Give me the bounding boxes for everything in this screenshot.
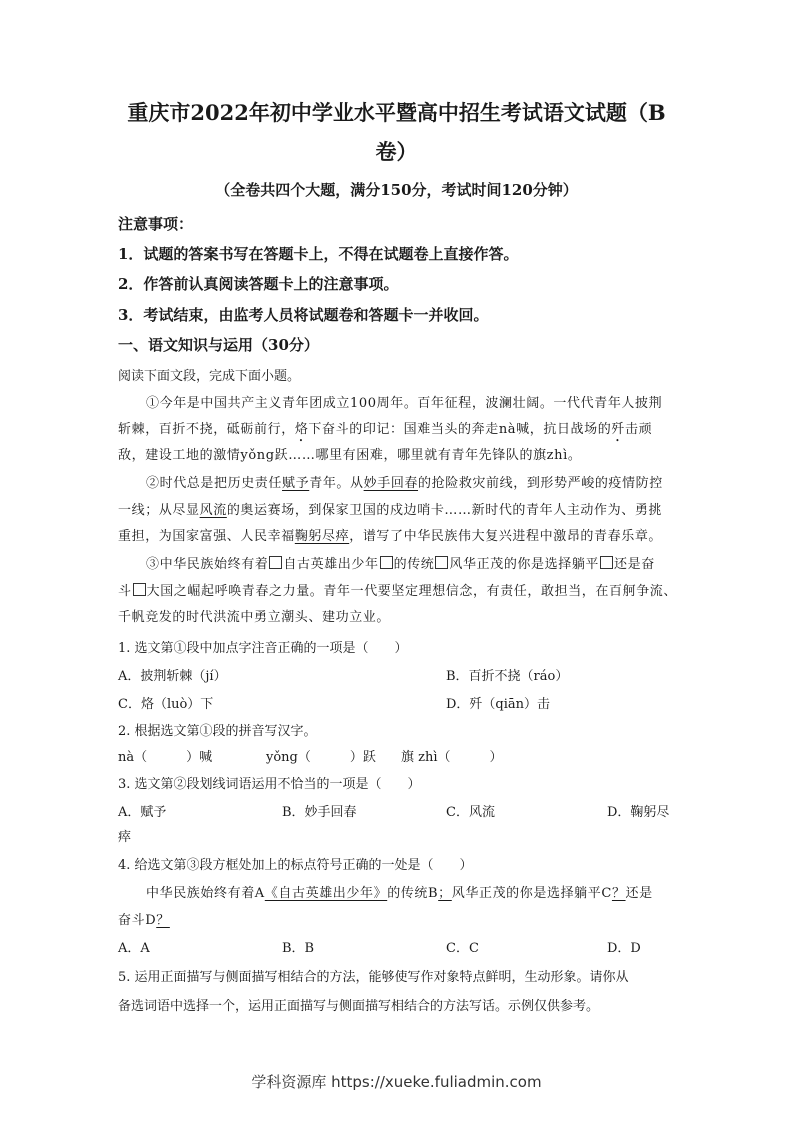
passage-line xyxy=(118,421,652,445)
option-d-continued: 瘁 xyxy=(118,830,132,845)
passage-line: ①今年是中国共产主义青年团成立100周年。百年征程，波澜壮阔。一代代青年人披荆 xyxy=(146,396,663,411)
question-stem: 5. 运用正面描写与侧面描写相结合的方法，能够使写作对象特点鲜明，生动形象。请你从 xyxy=(118,970,629,985)
passage-line xyxy=(118,502,662,520)
text-span: 风华正茂的你是选择躺平C xyxy=(451,886,612,901)
text-span: 下奋斗的印记：国难当头的奔走nà喊，抗日战场的 xyxy=(308,422,612,437)
option-d: D．歼（qiān）击 xyxy=(446,697,551,712)
pinyin-blank: nà（ ）喊 xyxy=(118,750,213,765)
underlined-mark: ？ xyxy=(611,886,626,901)
reading-intro: 阅读下面文段，完成下面小题。 xyxy=(118,369,301,384)
notice-item: 3．考试结束，由监考人员将试题卷和答题卡一并收回。 xyxy=(118,306,489,324)
text-span: 重担，为国家富强、人民幸福 xyxy=(118,529,295,544)
underlined-word: 妙手回春 xyxy=(363,476,419,491)
option-d: D．D xyxy=(607,941,641,956)
text-span: 大国之崛起呼唤青春之力量。青年一代要坚定理想信念，有责任，敢担当，在百舸争流、 xyxy=(146,584,678,599)
text-span: 的奥运赛场，到保家卫国的戍边哨卡……新时代的青年人主动作为、勇挑 xyxy=(226,503,663,518)
text-span: 还是奋 xyxy=(614,557,655,572)
blank-box xyxy=(133,583,146,596)
option-a: A．赋予 xyxy=(118,805,167,820)
notice-item: 1．试题的答案书写在答题卡上，不得在试题卷上直接作答。 xyxy=(118,245,519,263)
question-stem: 1. 选文第①段中加点字注音正确的一项是（ ） xyxy=(118,641,408,656)
punctuation-line xyxy=(146,885,653,903)
passage-line xyxy=(118,583,677,601)
underlined-mark: ； xyxy=(438,886,452,901)
question-stem: 2. 根据选文第①段的拼音写汉字。 xyxy=(118,724,317,739)
passage-line: 千帆竞发的时代洪流中勇立潮头、建功立业。 xyxy=(118,610,391,625)
underlined-word: 赋予 xyxy=(282,476,310,491)
text-span: 斩棘，百折不挠，砥砺前行， xyxy=(118,422,295,437)
passage-line xyxy=(146,556,655,574)
text-span: 击顽 xyxy=(624,422,653,437)
blank-box xyxy=(269,556,282,569)
underlined-mark: 《自古英雄出少年》 xyxy=(264,886,388,901)
question-stem-continued: 备选词语中选择一个，运用正面描写与侧面描写相结合的方法写话。示例仅供参考。 xyxy=(118,999,600,1014)
text-span: ，谱写了中华民族伟大复兴进程中激昂的青春乐章。 xyxy=(349,529,663,544)
option-c: C．C xyxy=(446,941,479,956)
exam-subtitle: （全卷共四个大题，满分150分，考试时间120分钟） xyxy=(215,181,578,199)
dotted-char: 烙 xyxy=(294,422,309,437)
blank-box xyxy=(435,556,448,569)
passage-line: 敌，建设工地的激情yǒng跃……哪里有困难，哪里就有青年先锋队的旗zhì。 xyxy=(118,448,582,463)
passage-line xyxy=(146,475,663,493)
exam-title-line1: 重庆市2022年初中学业水平暨高中招生考试语文试题（B xyxy=(127,100,666,125)
text-span: 一线；从尽显 xyxy=(118,503,200,518)
text-span: ③中华民族始终有着 xyxy=(146,557,269,572)
notice-heading: 注意事项： xyxy=(118,215,194,233)
dotted-char: 歼 xyxy=(611,422,625,437)
option-b: B．妙手回春 xyxy=(282,805,357,820)
section1-heading: 一、语文知识与运用（30分） xyxy=(118,336,319,354)
text-span: 风华正茂的你是选择躺平 xyxy=(449,557,600,572)
text-span: 还是 xyxy=(625,886,653,901)
blank-box xyxy=(380,556,393,569)
text-span: 自古英雄出少年 xyxy=(283,557,379,572)
option-d: D．鞠躬尽 xyxy=(607,805,670,820)
option-b: B．百折不挠（ráo） xyxy=(446,669,569,684)
notice-item: 2．作答前认真阅读答题卡上的注意事项。 xyxy=(118,275,399,293)
underlined-word: 风流 xyxy=(199,503,227,518)
pinyin-blank: 旗 zhì（ ） xyxy=(401,750,503,765)
text-span: 的抢险救灾前线，到形势严峻的疫情防控 xyxy=(418,476,663,491)
text-span: 奋斗D xyxy=(118,913,157,928)
question-stem: 3. 选文第②段划线词语运用不恰当的一项是（ ） xyxy=(118,777,421,792)
option-a: A．A xyxy=(118,941,150,956)
pinyin-blank: yǒng（ ）跃 xyxy=(266,750,376,765)
blank-box xyxy=(600,556,613,569)
text-span: 的传统 xyxy=(393,557,435,572)
underlined-mark: ？ xyxy=(156,913,170,928)
option-a: A．披荆斩棘（jí） xyxy=(118,669,227,684)
punctuation-line xyxy=(118,912,170,930)
text-span: ②时代总是把历史责任 xyxy=(146,476,283,491)
text-span: 斗 xyxy=(118,584,132,599)
question-stem: 4. 给选文第③段方框处加上的标点符号正确的一处是（ ） xyxy=(118,858,473,873)
option-c: C．烙（luò）下 xyxy=(118,697,214,712)
underlined-word: 鞠躬尽瘁 xyxy=(294,529,350,544)
passage-line xyxy=(118,528,662,546)
text-span: 青年。从 xyxy=(309,476,364,491)
exam-title-line2: 卷） xyxy=(375,139,418,164)
text-span: 中华民族始终有着A xyxy=(146,886,265,901)
option-c: C．风流 xyxy=(446,805,495,820)
text-span: 的传统B xyxy=(387,886,439,901)
footer-watermark: 学科资源库 https://xueke.fuliadmin.com xyxy=(251,1073,542,1091)
option-b: B．B xyxy=(282,941,315,956)
